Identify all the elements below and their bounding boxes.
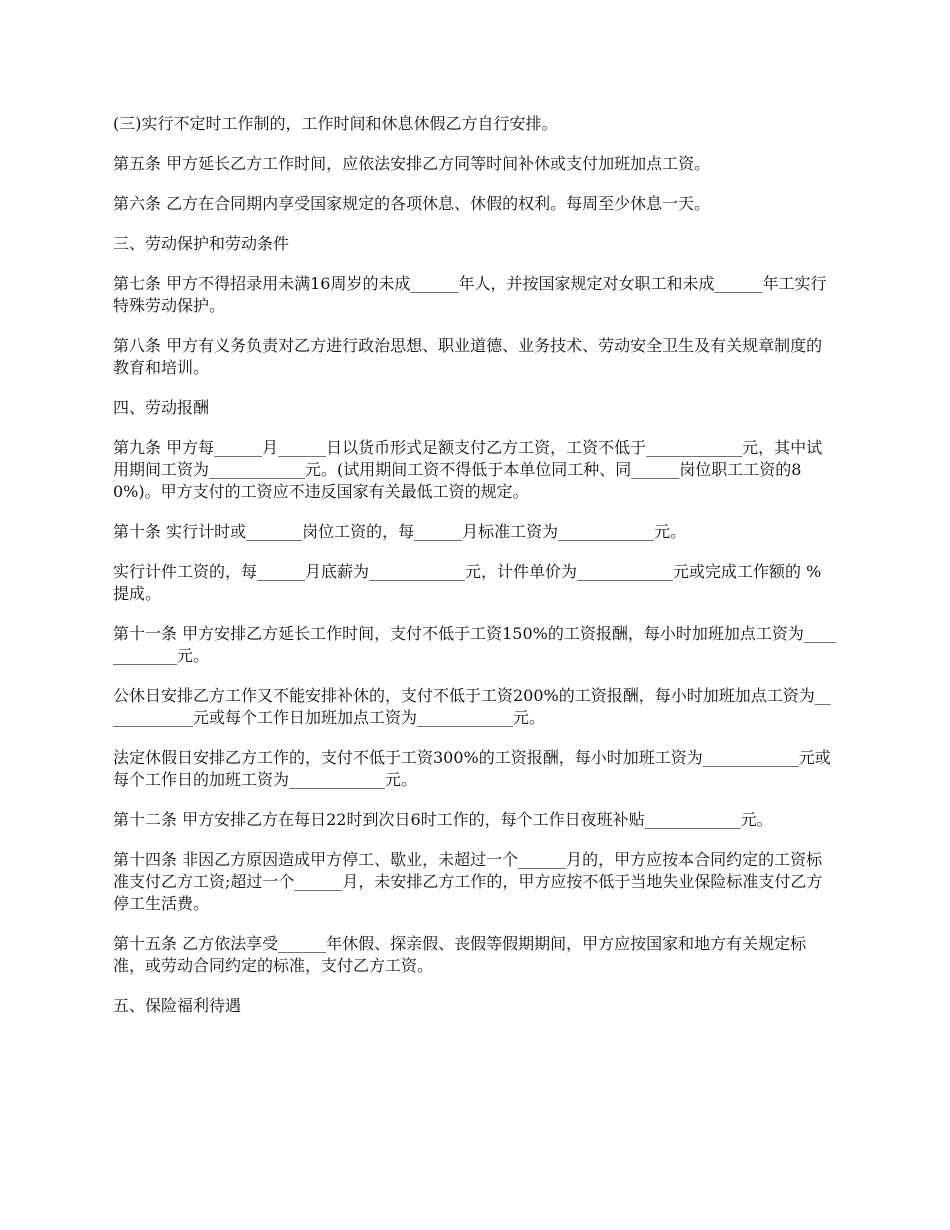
- section-heading-remuneration: 四、劳动报酬: [113, 398, 210, 417]
- paragraph-article-12: 第十二条 甲方安排乙方在每日22时到次日6时工作的，每个工作日夜班补贴____________元。: [113, 810, 773, 829]
- paragraph-article-5: 第五条 甲方延长乙方工作时间，应依法安排乙方同等时间补休或支付加班加点工资。: [113, 154, 711, 173]
- paragraph-holiday-overtime: 法定休假日安排乙方工作的，支付不低于工资300%的工资报酬，每小时加班工资为____________元或每个工作日的加班工资为____________元。: [113, 748, 831, 789]
- paragraph-article-6: 第六条 乙方在合同期内享受国家规定的各项休息、休假的权利。每周至少休息一天。: [113, 194, 711, 213]
- paragraph-clause-3-irregular-hours: (三)实行不定时工作制的，工作时间和休息休假乙方自行安排。: [113, 114, 558, 133]
- paragraph-article-8: 第八条 甲方有义务负责对乙方进行政治思想、职业道德、业务技术、劳动安全卫生及有关规章制度的教育和培训。: [113, 336, 823, 377]
- paragraph-article-7: 第七条 甲方不得招录用未满16周岁的未成______年人，并按国家规定对女职工和未成______年工实行特殊劳动保护。: [113, 274, 827, 315]
- section-heading-insurance-welfare: 五、保险福利待遇: [113, 996, 242, 1015]
- paragraph-article-9: 第九条 甲方每______月______日以货币形式足额支付乙方工资，工资不低于____________元，其中试用期间工资为____________元。(试用期间工资不得低于本单位同工种、同______岗位职工工资的80%)。甲方支付的工资应不违反国家有关最低工资的规定。: [113, 438, 823, 501]
- paragraph-article-10: 第十条 实行计时或_______岗位工资的，每______月标准工资为____________元。: [113, 522, 687, 541]
- paragraph-article-11: 第十一条 甲方安排乙方延长工作时间，支付不低于工资150%的工资报酬，每小时加班加点工资为____________元。: [113, 624, 836, 665]
- paragraph-piecework-wage: 实行计件工资的，每______月底薪为____________元，计件单价为____________元或完成工作额的 %提成。: [113, 562, 822, 603]
- paragraph-article-14: 第十四条 非因乙方原因造成甲方停工、歇业，未超过一个______月的，甲方应按本合同约定的工资标准支付乙方工资;超过一个______月，未安排乙方工作的，甲方应按不低于当地失业保险标准支付乙方停工生活费。: [113, 850, 823, 913]
- paragraph-rest-day-overtime: 公休日安排乙方工作又不能安排补休的，支付不低于工资200%的工资报酬，每小时加班加点工资为____________元或每个工作日加班加点工资为____________元。: [113, 686, 831, 727]
- section-heading-labor-protection: 三、劳动保护和劳动条件: [113, 234, 290, 253]
- paragraph-article-15: 第十五条 乙方依法享受______年休假、探亲假、丧假等假期期间，甲方应按国家和地方有关规定标准，或劳动合同约定的标准，支付乙方工资。: [113, 934, 807, 975]
